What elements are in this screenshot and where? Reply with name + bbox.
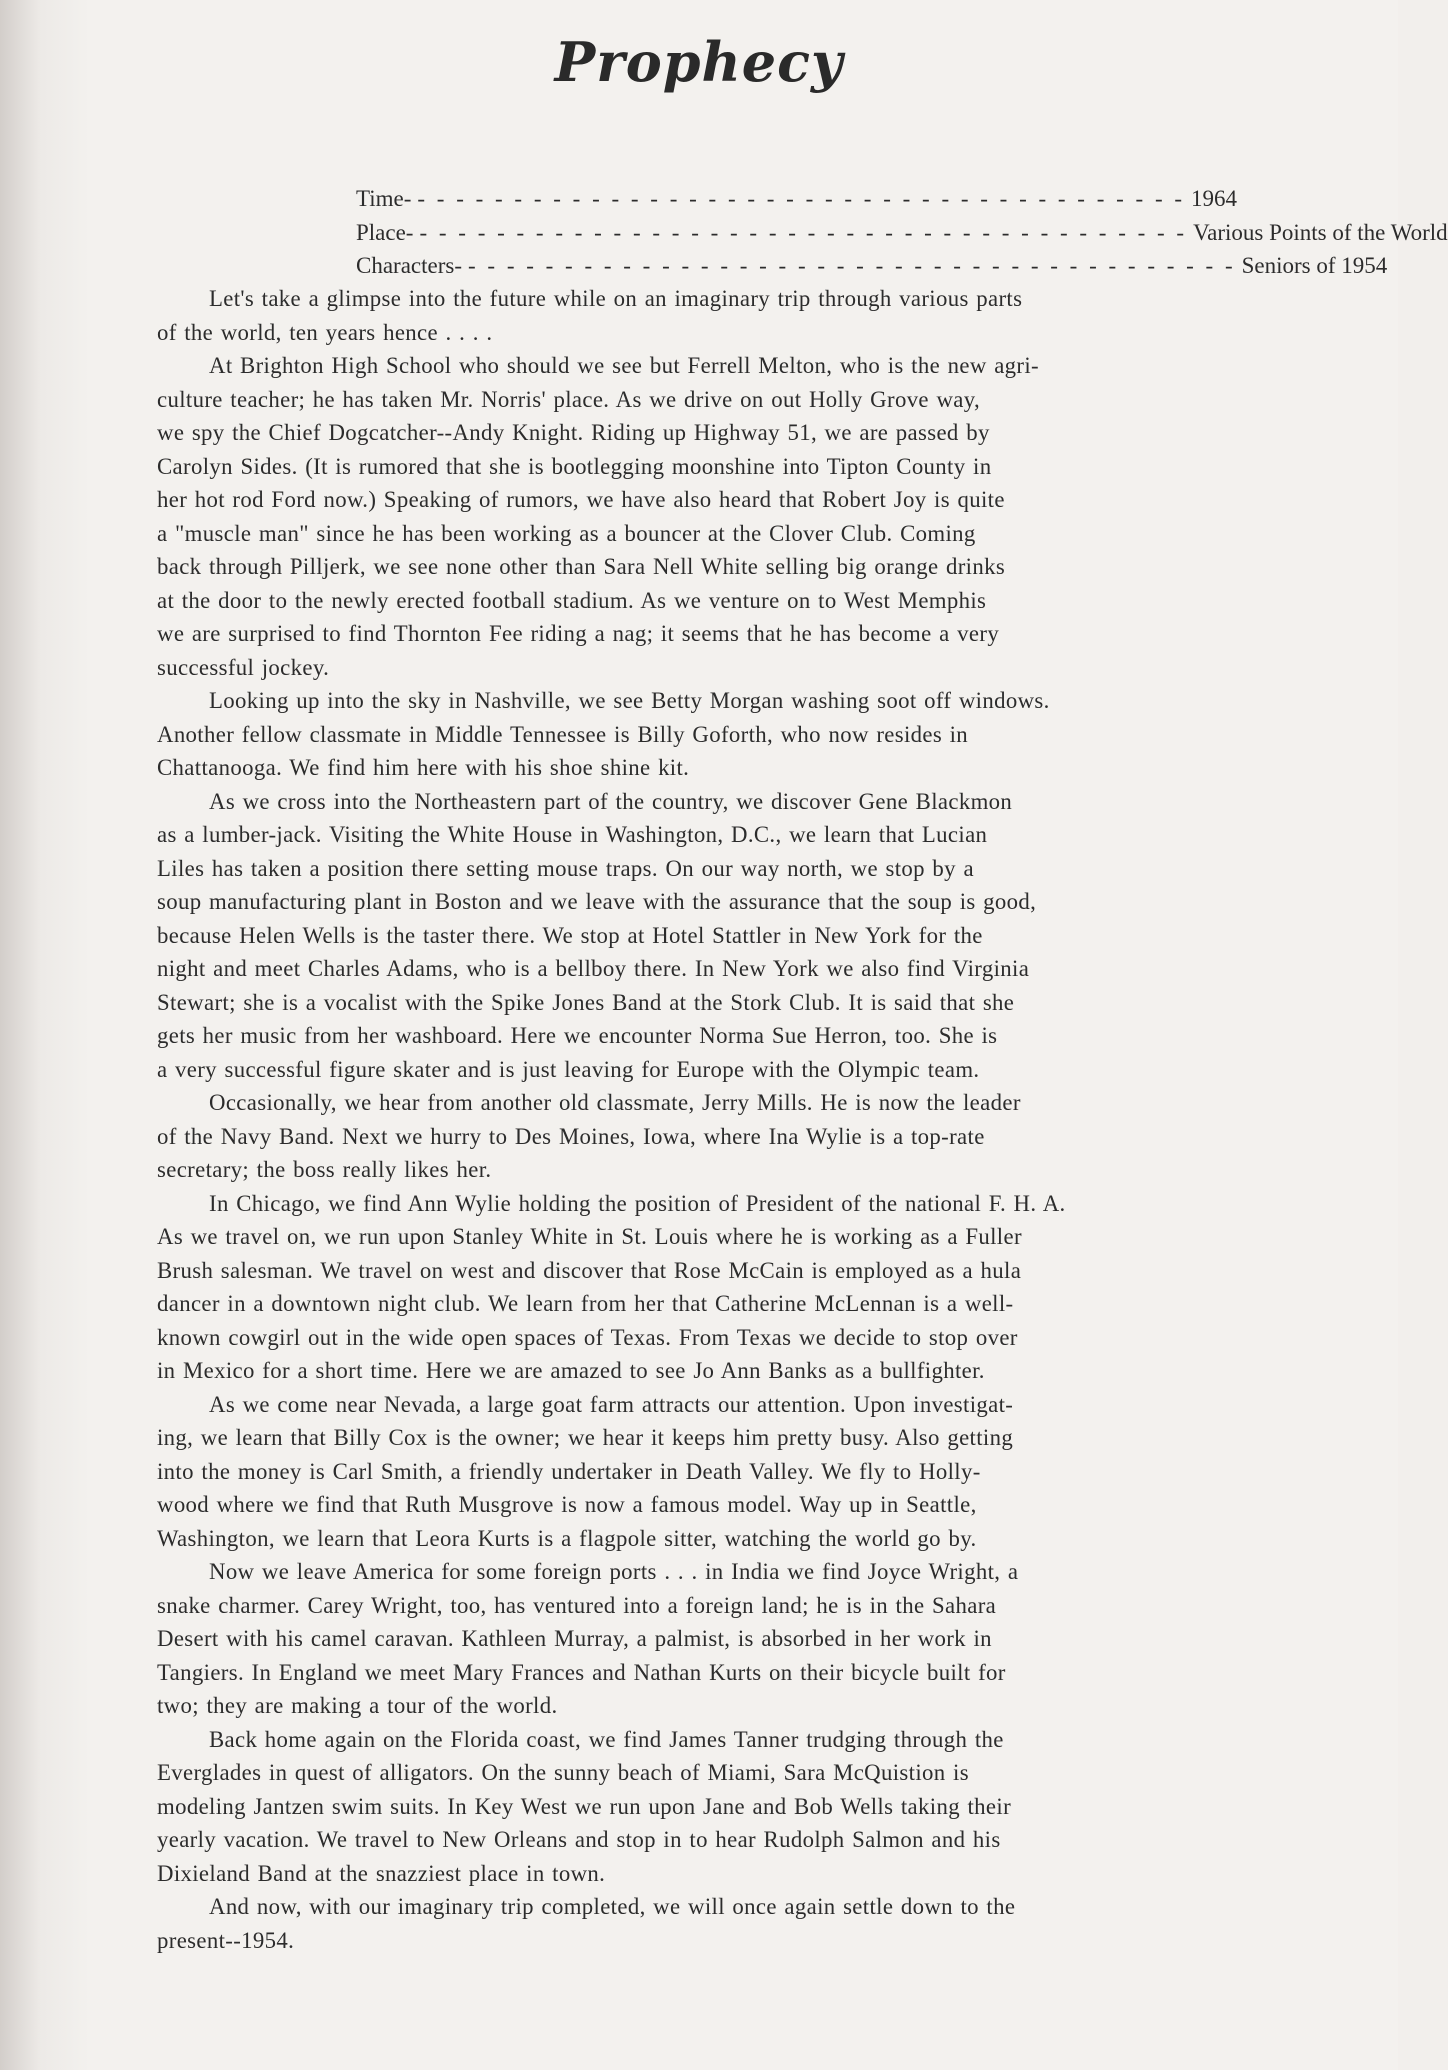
prophecy-body — [157, 282, 1209, 1957]
text-line: night and meet Charles Adams, who is a bellboy there. In New York we also find Virginia — [157, 956, 1030, 981]
setting-place — [356, 216, 1448, 250]
text-line: As we cross into the Northeastern part of the country, we discover Gene Blackmon — [209, 788, 1013, 814]
text-line: Now we leave America for some foreign ports . . . in India we find Joyce Wright, a — [209, 1559, 1019, 1584]
page-title: Prophecy — [554, 30, 844, 94]
text-line: Liles has taken a position there setting mouse traps. On our way north, we stop by a — [157, 855, 974, 881]
text-line: soup manufacturing plant in Boston and we leave with the assurance that the soup is good, — [157, 889, 1037, 914]
text-line: secretary; the boss really likes her. — [157, 1157, 492, 1182]
setting-value: 1964 — [1191, 186, 1238, 211]
text-line: Looking up into the sky in Nashville, we see Betty Morgan washing soot off windows. — [209, 688, 1050, 713]
text-line: Chattanooga. We find him here with his shoe shine kit. — [157, 755, 690, 780]
text-line: yearly vacation. We travel to New Orleans and stop in to hear Rudolph Salmon and his — [157, 1827, 1001, 1852]
text-line: back through Pilljerk, we see none other than Sara Nell White selling big orange drinks — [157, 554, 1006, 579]
text-line: At Brighton High School who should we see but Ferrell Melton, who is the new agri- — [209, 353, 1039, 378]
text-line: Another fellow classmate in Middle Tennessee is Billy Goforth, who now resides in — [157, 721, 969, 747]
setting-label: Characters- — [356, 253, 462, 278]
text-line: snake charmer. Carey Wright, too, has ventured into a foreign land; he is in the Sahara — [157, 1592, 997, 1618]
setting-time — [356, 182, 1238, 216]
setting-value: Various Points of the World — [1193, 219, 1448, 245]
text-line: two; they are making a tour of the world. — [157, 1693, 558, 1718]
text-line: a very successful figure skater and is just leaving for Europe with the Olympic team. — [157, 1056, 980, 1082]
text-line: in Mexico for a short time. Here we are amazed to see Jo Ann Banks as a bullfighter. — [157, 1358, 985, 1383]
text-line: Let's take a glimpse into the future while on an imaginary trip through various parts — [209, 286, 1023, 311]
text-line: a "muscle man" since he has been working as a bouncer at the Clover Club. Coming — [157, 520, 976, 546]
text-line: Desert with his camel caravan. Kathleen Murray, a palmist, is absorbed in her work in — [157, 1626, 992, 1651]
text-line: modeling Jantzen swim suits. In Key West we run upon Jane and Bob Wells taking their — [157, 1793, 1012, 1819]
text-line: Occasionally, we hear from another old classmate, Jerry Mills. He is now the leader — [209, 1090, 1021, 1115]
text-line: known cowgirl out in the wide open spaces of Texas. From Texas we decide to stop over — [157, 1324, 1018, 1350]
text-line: gets her music from her washboard. Here we encounter Norma Sue Herron, too. She is — [157, 1023, 998, 1048]
text-line: Stewart; she is a vocalist with the Spike Jones Band at the Stork Club. It is said that she — [157, 989, 1015, 1015]
text-line: In Chicago, we find Ann Wylie holding the position of President of the national F. H. A. — [209, 1190, 1066, 1216]
text-line: Brush salesman. We travel on west and discover that Rose McCain is employed as a hula — [157, 1257, 1022, 1283]
text-line: at the door to the newly erected football stadium. As we venture on to West Memphis — [157, 587, 987, 613]
dash-leader: - - - - - - - - - - - - - - - - - - - - - - - - - - - - - - - - - - - - - - - - — [419, 219, 1188, 245]
setting-label: Place- — [356, 219, 414, 245]
text-line: Back home again on the Florida coast, we find James Tanner trudging through the — [209, 1726, 1004, 1752]
text-line: we are surprised to find Thornton Fee riding a nag; it seems that he has become a very — [157, 621, 1000, 646]
text-line: culture teacher; he has taken Mr. Norris' place. As we drive on out Holly Grove way, — [157, 386, 981, 412]
text-line: we spy the Chief Dogcatcher--Andy Knight. Riding up Highway 51, we are passed by — [157, 420, 990, 445]
text-line: Everglades in quest of alligators. On the sunny beach of Miami, Sara McQuistion is — [157, 1760, 969, 1785]
setting-characters — [356, 249, 1388, 283]
text-line: Dixieland Band at the snazziest place in town. — [157, 1860, 606, 1886]
text-line: her hot rod Ford now.) Speaking of rumors, we have also heard that Robert Joy is quite — [157, 487, 1005, 512]
text-line: of the Navy Band. Next we hurry to Des Moines, Iowa, where Ina Wylie is a top-rate — [157, 1123, 985, 1149]
text-line: As we travel on, we run upon Stanley White in St. Louis where he is working as a Fuller — [157, 1224, 1022, 1249]
text-line: Tangiers. In England we meet Mary Frances and Nathan Kurts on their bicycle built for — [157, 1659, 1006, 1685]
dash-leader: - - - - - - - - - - - - - - - - - - - - - - - - - - - - - - - - - - - - - - - - — [468, 253, 1236, 278]
text-line: as a lumber-jack. Visiting the White House in Washington, D.C., we learn that Lucian — [157, 822, 988, 847]
text-line: ing, we learn that Billy Cox is the owner; we hear it keeps him pretty busy. Also getting — [157, 1425, 1014, 1450]
text-line: And now, with our imaginary trip completed, we will once again settle down to the — [209, 1894, 1016, 1919]
setting-label: Time- — [356, 186, 412, 211]
dash-leader: - - - - - - - - - - - - - - - - - - - - - - - - - - - - - - - - - - - - - - - - — [417, 186, 1186, 211]
text-line: wood where we find that Ruth Musgrove is now a famous model. Way up in Seattle, — [157, 1492, 977, 1517]
text-line: because Helen Wells is the taster there. We stop at Hotel Stattler in New York for the — [157, 922, 983, 948]
text-line: of the world, ten years hence . . . . — [157, 319, 493, 345]
text-line: dancer in a downtown night club. We learn from her that Catherine McLennan is a well- — [157, 1291, 1014, 1316]
text-line: As we come near Nevada, a large goat farm attracts our attention. Upon investigat- — [209, 1391, 1014, 1417]
text-line: present--1954. — [157, 1927, 295, 1953]
text-line: into the money is Carl Smith, a friendly undertaker in Death Valley. We fly to Holly- — [157, 1458, 981, 1484]
text-line: Carolyn Sides. (It is rumored that she is bootlegging moonshine into Tipton County in — [157, 453, 992, 479]
text-line: Washington, we learn that Leora Kurts is a flagpole sitter, watching the world go by. — [157, 1525, 977, 1551]
setting-value: Seniors of 1954 — [1241, 253, 1388, 278]
setting-block — [356, 182, 1448, 283]
text-line: successful jockey. — [157, 654, 330, 680]
